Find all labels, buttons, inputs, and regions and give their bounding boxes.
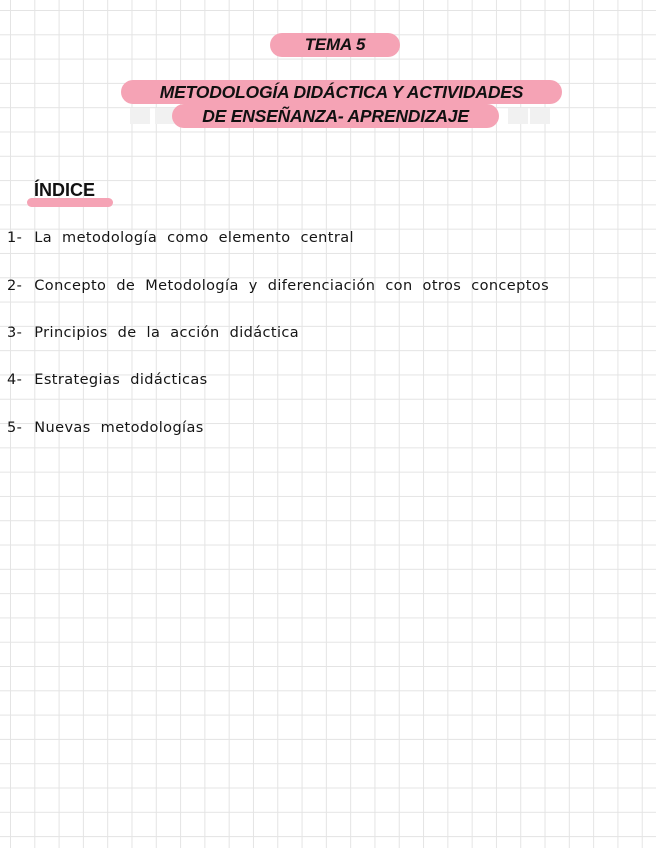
page-title-line-2: DE ENSEÑANZA- APRENDIZAJE (172, 104, 499, 128)
toc-item-number: 4- (7, 372, 23, 388)
decorative-tab (508, 108, 528, 124)
toc-item (7, 325, 299, 341)
toc-item (7, 420, 204, 436)
topic-number-badge: TEMA 5 (270, 33, 400, 57)
toc-item-text: Concepto de Metodología y diferenciación con otros conceptos (34, 278, 550, 294)
decorative-tab (530, 108, 550, 124)
toc-item-text: La metodología como elemento central (34, 230, 354, 246)
toc-item (7, 230, 354, 246)
toc-item-number: 2- (7, 278, 23, 294)
toc-item-text: Estrategias didácticas (34, 372, 208, 388)
toc-item-text: Principios de la acción didáctica (34, 325, 300, 341)
toc-item-number: 1- (7, 230, 23, 246)
toc-item-number: 3- (7, 325, 23, 341)
toc-item-number: 5- (7, 420, 23, 436)
toc-item (7, 278, 549, 294)
toc-item-text: Nuevas metodologías (34, 420, 204, 436)
index-heading: ÍNDICE (34, 180, 96, 200)
page-title-line-1: METODOLOGÍA DIDÁCTICA Y ACTIVIDADES (121, 80, 562, 104)
toc-item (7, 372, 208, 388)
decorative-tab (130, 108, 150, 124)
